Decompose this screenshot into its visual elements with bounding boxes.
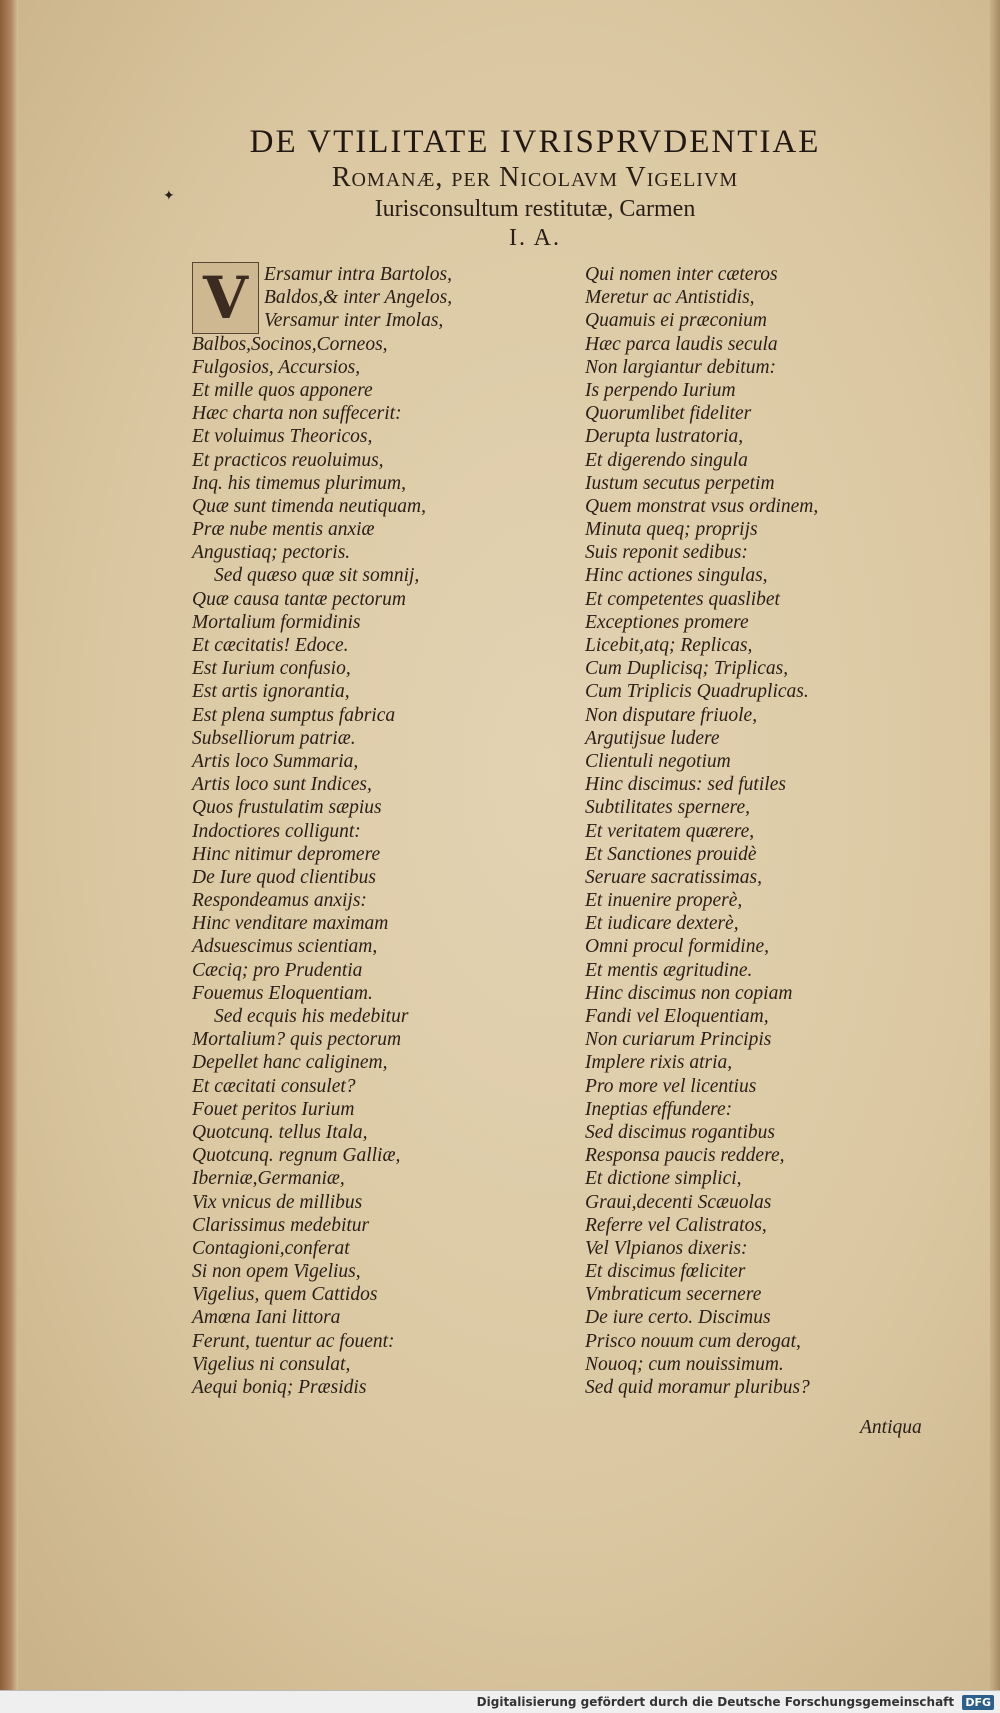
dfg-logo-icon: DFG [962, 1695, 994, 1710]
verse-line: Inq. his timemus plurimum, [192, 472, 406, 494]
verse-line: Vigelius ni consulat, [192, 1353, 351, 1375]
verse-line: Fouemus Eloquentiam. [192, 982, 373, 1004]
verse-line: Vix vnicus de millibus [192, 1191, 363, 1213]
title-line-3: Iurisconsultum restitutæ, Carmen [374, 196, 696, 222]
verse-line: Licebit,atq; Replicas, [585, 635, 753, 656]
page-edge [990, 0, 1000, 1712]
drop-cap-letter: V [202, 264, 248, 332]
verse-line: Is perpendo Iurium [585, 379, 736, 401]
verse-line: Et discimus fœliciter [585, 1261, 746, 1283]
verse-line: Argutijsue ludere [585, 727, 720, 749]
verse-line: Cum Duplicisq; Triplicas, [585, 658, 789, 680]
verse-line: Pro more vel licentius [585, 1075, 757, 1097]
verse-line: Sed ecquis his medebitur [214, 1006, 409, 1027]
verse-line: Non curiarum Principis [585, 1029, 772, 1051]
verse-line: Fandi vel Eloquentiam, [585, 1006, 769, 1027]
verse-line: Artis loco sunt Indices, [192, 774, 372, 796]
verse-line: Est plena sumptus fabrica [192, 704, 396, 726]
verse-line: Derupta lustratoria, [585, 426, 744, 448]
verse-line: Respondeamus anxijs: [192, 890, 367, 912]
verse-line: Hinc discimus: sed futiles [585, 774, 786, 796]
verse-line: Et veritatem quærere, [585, 820, 755, 842]
verse-line: Et inuenire properè, [585, 890, 743, 912]
verse-line: Contagioni,conferat [192, 1237, 350, 1259]
verse-line: Et voluimus Theoricos, [192, 426, 373, 448]
verse-line: Subselliorum patriæ. [192, 727, 356, 749]
title-line-4: I. A. [509, 225, 561, 251]
verse-line: Non largiantur debitum: [585, 356, 777, 378]
verse-line: Versamur inter Imolas, [264, 310, 444, 332]
verse-line: Est Iurium confusio, [192, 658, 351, 680]
verse-line: Subtilitates spernere, [585, 797, 751, 819]
verse-line: Et competentes quaslibet [585, 588, 780, 610]
verse-line: Fulgosios, Accursios, [192, 356, 361, 378]
verse-line: Suis reponit sedibus: [585, 542, 748, 564]
verse-line: Quæ sunt timenda neutiquam, [192, 495, 426, 517]
verse-line: Ersamur intra Bartolos, [264, 264, 452, 285]
verse-line: Responsa paucis reddere, [585, 1145, 785, 1167]
verse-line: Clarissimus medebitur [192, 1214, 370, 1236]
footer-text: Digitalisierung gefördert durch die Deutsche Forschungsgemeinschaft [476, 1695, 955, 1709]
verse-line: Sed discimus rogantibus [585, 1121, 775, 1143]
verse-line: Et iudicare dexterè, [585, 913, 739, 935]
verse-line: Mortalium formidinis [192, 611, 361, 633]
verse-line: Hæc charta non suffecerit: [192, 403, 402, 425]
book-spine [0, 0, 18, 1712]
verse-line: Et dictione simplici, [585, 1168, 742, 1190]
verse-line: Cæciq; pro Prudentia [192, 959, 363, 981]
verse-line: Hinc actiones singulas, [585, 565, 768, 587]
verse-line: Vigelius, quem Cattidos [192, 1284, 378, 1306]
verse-line: Et cæcitatis! Edoce. [192, 635, 349, 656]
verse-line: Implere rixis atria, [585, 1052, 733, 1074]
verse-line: De iure certo. Discimus [585, 1307, 771, 1329]
verse-line: Ferunt, tuentur ac fouent: [192, 1330, 395, 1352]
verse-line: Sed quid moramur pluribus? [585, 1377, 810, 1398]
verse-line: Iberniæ,Germaniæ, [192, 1168, 345, 1190]
verse-line: Amœna Iani littora [192, 1307, 341, 1329]
verse-line: Quos frustulatim sæpius [192, 797, 382, 819]
verse-line: Vel Vlpianos dixeris: [585, 1237, 748, 1259]
verse-line: Quæ causa tantæ pectorum [192, 588, 406, 610]
verse-line: Et cæcitati consulet? [192, 1075, 356, 1097]
verse-line: Hinc venditare maximam [192, 913, 389, 935]
verse-line: Exceptiones promere [585, 611, 749, 633]
verse-line: Est artis ignorantia, [192, 681, 350, 703]
verse-line: Balbos,Socinos,Corneos, [192, 333, 388, 355]
verse-line: Prisco nouum cum derogat, [585, 1330, 801, 1352]
poem-title [150, 122, 920, 252]
title-line-2: Romanæ, per Nicolavm Vigelivm [331, 162, 739, 193]
verse-line: Aequi boniq; Præsidis [192, 1377, 367, 1398]
verse-line: Hinc nitimur depromere [192, 843, 381, 865]
right-verse-column [585, 263, 965, 1399]
verse-line: Et mille quos apponere [192, 379, 373, 401]
title-line-1: DE VTILITATE IVRISPRVDENTIAE [249, 124, 821, 160]
verse-line: Quotcunq. tellus Itala, [192, 1121, 368, 1143]
verse-line: Et Sanctiones prouidè [585, 843, 757, 865]
verse-line: Artis loco Summaria, [192, 750, 359, 772]
verse-line: Depellet hanc caliginem, [192, 1052, 388, 1074]
verse-line: Baldos,& inter Angelos, [264, 287, 453, 309]
verse-line: Mortalium? quis pectorum [192, 1029, 402, 1051]
verse-line: Sed quæso quæ sit somnij, [214, 565, 420, 587]
verse-line: Vmbraticum secernere [585, 1284, 762, 1306]
verse-line: Nouoq; cum nouissimum. [585, 1353, 784, 1375]
left-verse-column [192, 263, 572, 1399]
verse-line: Et digerendo singula [585, 449, 748, 471]
verse-line: Adsuescimus scientiam, [192, 936, 378, 958]
verse-line: Hinc discimus non copiam [585, 982, 793, 1004]
verse-line: Cum Triplicis Quadruplicas. [585, 681, 809, 703]
verse-line: Quorumlibet fideliter [585, 403, 752, 425]
verse-line: De Iure quod clientibus [192, 866, 376, 888]
verse-line: Et practicos reuoluimus, [192, 449, 384, 471]
verse-line: Non disputare friuole, [585, 704, 758, 726]
verse-line: Ineptias effundere: [585, 1098, 733, 1120]
verse-line: Angustiaq; pectoris. [192, 542, 351, 564]
verse-line: Et mentis ægritudine. [585, 959, 753, 981]
verse-line: Omni procul formidine, [585, 936, 769, 958]
verse-line: Si non opem Vigelius, [192, 1261, 361, 1283]
ornament-icon: ✦ [163, 189, 175, 204]
verse-line: Referre vel Calistratos, [585, 1214, 767, 1236]
verse-line: Qui nomen inter cæteros [585, 264, 778, 285]
verse-line: Fouet peritos Iurium [192, 1098, 355, 1120]
verse-line: Iustum secutus perpetim [585, 472, 775, 494]
footer-credit [0, 1690, 1000, 1713]
verse-line: Præ nube mentis anxiæ [192, 519, 375, 541]
verse-line: Indoctiores colligunt: [192, 820, 361, 842]
catchword: Antiqua [860, 1417, 922, 1438]
verse-line: Quamuis ei præconium [585, 310, 767, 332]
verse-line: Quem monstrat vsus ordinem, [585, 495, 819, 517]
verse-line: Hæc parca laudis secula [585, 333, 778, 355]
verse-line: Graui,decenti Scæuolas [585, 1191, 772, 1213]
verse-line: Clientuli negotium [585, 750, 731, 772]
verse-line: Seruare sacratissimas, [585, 866, 762, 888]
verse-line: Minuta queq; proprijs [585, 519, 758, 541]
verse-line: Meretur ac Antistidis, [585, 287, 755, 309]
verse-line: Quotcunq. regnum Galliæ, [192, 1145, 401, 1167]
